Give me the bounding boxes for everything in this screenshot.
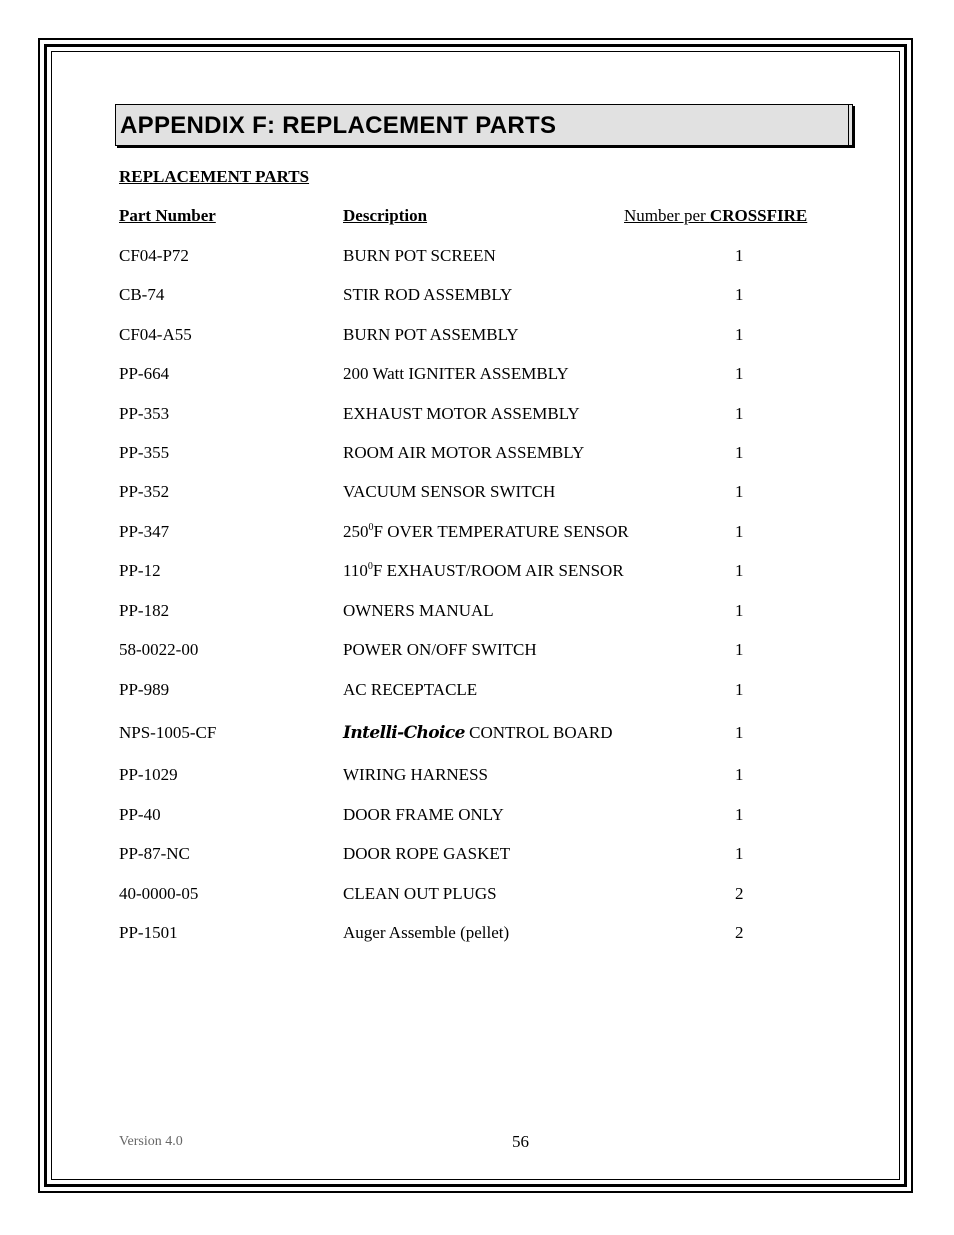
part-quantity: 1 <box>735 522 744 541</box>
part-description: BURN POT ASSEMBLY <box>343 325 519 344</box>
part-number: PP-989 <box>119 680 170 699</box>
part-number: PP-352 <box>119 482 170 501</box>
part-quantity: 2 <box>735 884 744 903</box>
part-quantity: 1 <box>735 805 744 824</box>
part-number: CF04-A55 <box>119 325 192 344</box>
part-quantity: 1 <box>735 285 744 304</box>
part-quantity: 1 <box>735 765 744 784</box>
temperature-value: 250 <box>343 522 369 541</box>
part-number: CF04-P72 <box>119 246 189 265</box>
part-number: CB-74 <box>119 285 165 304</box>
table-row <box>0 285 954 309</box>
table-row <box>0 522 954 546</box>
table-row <box>0 443 954 467</box>
part-description: VACUUM SENSOR SWITCH <box>343 482 556 501</box>
part-quantity: 1 <box>735 640 744 659</box>
table-row <box>0 364 954 388</box>
part-description: BURN POT SCREEN <box>343 246 496 265</box>
table-row <box>0 923 954 947</box>
part-quantity: 1 <box>735 443 744 462</box>
part-description: DOOR ROPE GASKET <box>343 844 511 863</box>
part-number: PP-355 <box>119 443 170 462</box>
part-quantity: 1 <box>735 404 744 423</box>
part-number: PP-353 <box>119 404 170 423</box>
part-number: PP-12 <box>119 561 161 580</box>
temperature-value: 110 <box>343 561 368 580</box>
table-row <box>0 325 954 349</box>
part-description <box>343 561 624 581</box>
part-quantity: 1 <box>735 601 744 620</box>
page-number: 56 <box>512 1132 529 1151</box>
part-number: PP-347 <box>119 522 170 541</box>
part-description: OWNERS MANUAL <box>343 601 494 620</box>
table-row <box>0 482 954 506</box>
part-quantity: 1 <box>735 325 744 344</box>
part-description: EXHAUST MOTOR ASSEMBLY <box>343 404 580 423</box>
part-number: PP-40 <box>119 805 161 824</box>
table-row <box>0 680 954 704</box>
table-row <box>0 640 954 664</box>
part-description: WIRING HARNESS <box>343 765 488 784</box>
part-quantity: 1 <box>735 364 744 383</box>
part-description: CLEAN OUT PLUGS <box>343 884 497 903</box>
column-header-quantity-brand: CROSSFIRE <box>709 206 808 225</box>
part-number: 58-0022-00 <box>119 640 199 659</box>
part-quantity: 1 <box>735 680 744 699</box>
part-quantity: 1 <box>735 482 744 501</box>
description-remainder: F EXHAUST/ROOM AIR SENSOR <box>372 561 624 580</box>
table-row <box>0 723 954 747</box>
description-remainder: F OVER TEMPERATURE SENSOR <box>373 522 629 541</box>
part-number: PP-664 <box>119 364 170 383</box>
part-description: AC RECEPTACLE <box>343 680 478 699</box>
part-number: PP-1029 <box>119 765 178 784</box>
part-quantity: 1 <box>735 561 744 580</box>
table-row <box>0 601 954 625</box>
part-description: STIR ROD ASSEMBLY <box>343 285 513 304</box>
part-quantity: 1 <box>735 246 744 265</box>
column-header-part-number: Part Number <box>119 206 216 225</box>
appendix-title-box <box>115 104 853 146</box>
table-row <box>0 246 954 270</box>
table-row <box>0 765 954 789</box>
section-heading: REPLACEMENT PARTS <box>119 167 310 186</box>
degree-superscript: 0 <box>368 522 374 533</box>
column-header-description: Description <box>343 206 428 225</box>
part-number: 40-0000-05 <box>119 884 199 903</box>
column-header-quantity-prefix: Number per <box>624 206 710 225</box>
part-number: NPS-1005-CF <box>119 723 217 742</box>
version-label: Version 4.0 <box>119 1134 183 1149</box>
part-quantity: 1 <box>735 723 744 742</box>
column-header-quantity <box>624 206 807 226</box>
part-description: POWER ON/OFF SWITCH <box>343 640 537 659</box>
description-remainder: CONTROL BOARD <box>464 723 613 742</box>
table-row <box>0 561 954 585</box>
degree-superscript: 0 <box>367 561 373 572</box>
appendix-title: APPENDIX F: REPLACEMENT PARTS <box>120 112 557 139</box>
part-number: PP-87-NC <box>119 844 190 863</box>
table-row <box>0 805 954 829</box>
part-description: ROOM AIR MOTOR ASSEMBLY <box>343 443 585 462</box>
part-number: PP-182 <box>119 601 170 620</box>
part-quantity: 2 <box>735 923 744 942</box>
table-row <box>0 884 954 908</box>
part-description: 200 Watt IGNITER ASSEMBLY <box>343 364 569 383</box>
table-row <box>0 844 954 868</box>
part-number: PP-1501 <box>119 923 178 942</box>
intelli-choice-brand: Intelli-Choice <box>343 723 465 743</box>
part-description <box>343 522 629 542</box>
part-description: Auger Assemble (pellet) <box>343 923 510 942</box>
table-row <box>0 404 954 428</box>
part-quantity: 1 <box>735 844 744 863</box>
part-description: DOOR FRAME ONLY <box>343 805 504 824</box>
part-description <box>343 723 613 743</box>
